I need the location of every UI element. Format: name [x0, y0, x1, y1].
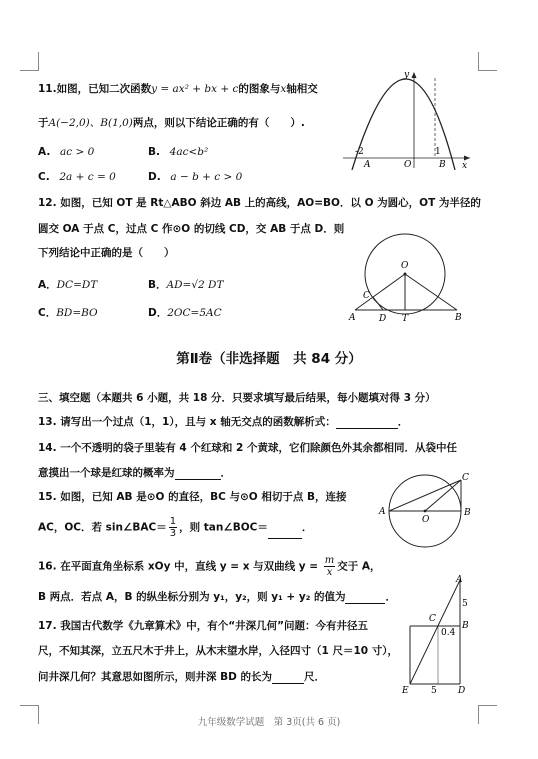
q11-line2	[38, 116, 305, 130]
q11-option-a: A. ac > 0	[38, 146, 95, 158]
q14-text: 意摸出一个球是红球的概率为	[38, 467, 175, 479]
q11-option-c: C. 2a + c = 0	[38, 171, 116, 183]
label-neg2: -2	[355, 147, 364, 157]
label-E: E	[402, 686, 409, 696]
q11-option-d-text: a − b + c > 0	[170, 171, 243, 183]
q17-well-figure	[398, 572, 478, 700]
q13-text: 13. 请写出一个过点（1，1），且与 x 轴无交点的函数解析式：	[38, 416, 336, 428]
q16-line2: B 两点．若点 A，B 的纵坐标分别为 y₁，y₂，则 y₁ + y₂ 的值为 ．	[38, 591, 396, 603]
q12-line1: 12. 如图，已知 OT 是 Rt△ABO 斜边 AB 上的高线，AO=BO．以 O 为圆心，OT 为半径的	[38, 197, 481, 209]
q12-option-d-text: 2OC=5AC	[167, 307, 222, 319]
q11-text-b: 的图象与	[238, 83, 281, 95]
q12-option-d: D．2OC=5AC	[148, 307, 222, 319]
label-O: O	[422, 515, 430, 525]
label-D: D	[379, 314, 387, 323]
q11-option-c-text: 2a + c = 0	[59, 171, 116, 183]
q15-line2: AC，OC．若 sin∠BAC＝ $\frac{1}{3}$ ，则 tan∠BOC＝ ．	[38, 516, 313, 539]
q17-line2: 尺，不知其深，立五尺木于井上，从木末望水岸，入径四寸（1 尺＝10 寸），	[38, 645, 398, 657]
q12-circle-figure	[343, 228, 468, 323]
q17-line3: 问井深几何？其意思如图所示，则井深 BD 的长为 尺．	[38, 671, 326, 683]
q11-text-c: 轴相交	[286, 83, 318, 95]
q15-circle-figure	[374, 470, 478, 550]
q15-text-a: AC，OC．若 sin∠BAC＝	[38, 521, 167, 534]
label-T: T	[402, 314, 409, 323]
part-3-header: 三、填空题（本题共 6 小题，共 18 分．只要求填写最后结果，每小题填对得 3 分）	[38, 392, 436, 404]
q11-option-b: B. 4ac<b²	[148, 146, 209, 158]
label-five-vertical: 5	[462, 599, 468, 609]
q15-fraction: $\frac{1}{3}$	[169, 516, 177, 539]
q14-answer-blank[interactable]	[175, 468, 221, 480]
label-C: C	[429, 614, 436, 624]
q14-line2: 意摸出一个球是红球的概率为 ．	[38, 467, 231, 479]
q11-parabola-figure	[338, 66, 478, 170]
segment-OC	[425, 480, 461, 511]
tangent-CD	[373, 297, 383, 310]
label-A: A	[364, 160, 371, 170]
q11-var-x: x	[280, 83, 287, 95]
q12-option-c-text: BD=BO	[56, 307, 98, 319]
label-B: B	[439, 160, 446, 170]
q17-line1: 17. 我国古代数学《九章算术》中，有个“井深几何”问题：今有井径五	[38, 620, 369, 632]
q11-formula: y = ax² + bx + c	[151, 83, 239, 95]
q12-option-b-text: AD=√2 DT	[166, 279, 224, 291]
label-O: O	[401, 261, 409, 271]
label-five-horizontal: 5	[431, 686, 437, 696]
q11-text-a: 11.如图，已知二次函数	[38, 83, 152, 95]
section-2-title: 第Ⅱ卷（非选择题 共 84 分）	[176, 351, 362, 367]
q15-line1: 15. 如图，已知 AB 是⊙O 的直径，BC 与⊙O 相切于点 B，连接	[38, 491, 347, 503]
q16-text-a: 16. 在平面直角坐标系 xOy 中，直线 y = x 与双曲线 y =	[38, 560, 322, 573]
q16-answer-blank[interactable]	[345, 592, 385, 604]
q11-option-a-text: ac > 0	[59, 146, 95, 158]
q17-text: 问井深几何？其意思如图所示，则井深 BD 的长为	[38, 671, 273, 683]
q11-option-b-text: 4ac<b²	[169, 146, 209, 158]
label-D: D	[458, 686, 466, 696]
q12-option-b: B．AD=√2 DT	[148, 279, 224, 291]
q14-line1: 14. 一个不透明的袋子里装有 4 个红球和 2 个黄球，它们除颜色外其余都相同．从袋中任	[38, 442, 457, 454]
label-O: O	[404, 160, 412, 170]
q16-line1	[38, 555, 381, 578]
q11-text-d: 于	[38, 117, 49, 129]
q16-fraction: $\frac{m}{x}$	[324, 555, 335, 578]
q12-option-a-text: DC=DT	[56, 279, 98, 291]
q15-text-b: ，则 tan∠BOC＝	[179, 521, 268, 534]
label-x: x	[462, 161, 468, 170]
q16-text-c: B 两点．若点 A，B 的纵坐标分别为 y₁，y₂，则 y₁ + y₂ 的值为	[38, 591, 346, 603]
label-A: A	[379, 507, 386, 517]
page-footer: 九年级数学试题 第 3页(共 6 页)	[197, 717, 341, 728]
crop-mark-top-right	[478, 52, 497, 71]
q11-option-d: D. a − b + c > 0	[148, 171, 243, 183]
label-C: C	[462, 473, 469, 483]
label-C: C	[363, 291, 370, 301]
q12-option-a: A．DC=DT	[38, 279, 98, 291]
q16-text-b: 交于 A，	[337, 560, 381, 573]
label-1: 1	[435, 147, 441, 157]
q11-line1	[38, 82, 318, 96]
label-B: B	[464, 508, 471, 518]
q12-line2: 圆交 OA 于点 C，过点 C 作⊙O 的切线 CD，交 AB 于点 D．则	[38, 223, 345, 235]
q11-text-e: 两点，则以下结论正确的有（ ）.	[132, 117, 305, 129]
label-B: B	[462, 621, 469, 631]
q13: 13. 请写出一个过点（1，1），且与 x 轴无交点的函数解析式： ．	[38, 416, 409, 428]
label-y: y	[404, 70, 410, 80]
q12-option-c: C．BD=BO	[38, 307, 98, 319]
label-A: A	[456, 575, 463, 585]
q17-answer-blank[interactable]	[272, 672, 304, 684]
label-B: B	[455, 313, 462, 323]
q15-answer-blank[interactable]	[268, 527, 302, 539]
label-zero-point-four: 0.4	[441, 628, 456, 638]
label-A: A	[349, 313, 356, 323]
q11-points: A(−2,0)、B(1,0)	[48, 117, 133, 129]
q13-answer-blank[interactable]	[336, 417, 398, 429]
crop-mark-top-left	[20, 52, 39, 71]
q12-line3: 下列结论中正确的是（ ）	[38, 247, 175, 259]
